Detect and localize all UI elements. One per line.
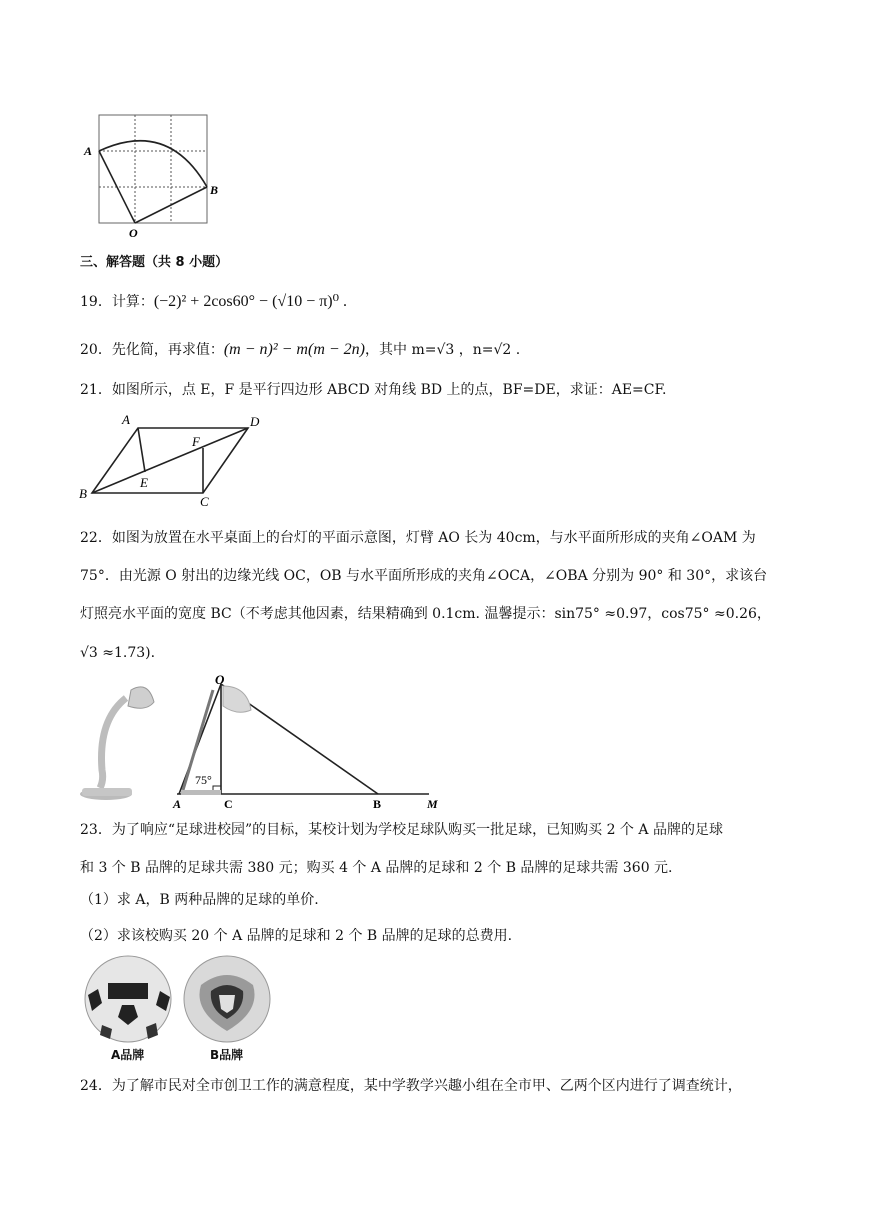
section-title: 三、解答题（共 8 小题） (80, 255, 229, 270)
question-24-line-1: 24．为了解市民对全市创卫工作的满意程度，某中学教学兴趣小组在全市甲、乙两个区内进行了调查统计， (80, 1078, 742, 1094)
soccer-ball-a-image (82, 955, 174, 1043)
soccer-ball-b-image (181, 955, 273, 1043)
angle-label: 75° (195, 773, 212, 787)
label-e: E (140, 475, 148, 490)
label-a: A (122, 412, 130, 427)
grid-figure (78, 105, 228, 240)
question-23-part-1: （1）求 A，B 两种品牌的足球的单价. (80, 892, 319, 908)
caption-b-brand: B品牌 (210, 1048, 244, 1062)
label-d: D (250, 414, 260, 429)
q20-expression: (m − n)² − m(m − 2n) (223, 341, 365, 358)
caption-a-brand: A品牌 (111, 1048, 145, 1062)
label-o: O (129, 226, 138, 240)
question-20 (80, 340, 520, 360)
label-f: F (192, 434, 200, 449)
lamp-diagram (165, 672, 455, 812)
lamp-photo (76, 680, 166, 805)
parallelogram-figure (78, 408, 268, 508)
label-c: C (200, 494, 209, 508)
q19-expression: (−2)² + 2cos60° − (√10 − π)⁰ . (153, 293, 348, 310)
label-c: C (224, 797, 233, 811)
label-a: A (173, 797, 182, 811)
question-21: 21．如图所示，点 E，F 是平行四边形 ABCD 对角线 BD 上的点，BF=DE，求证：AE=CF. (80, 382, 667, 398)
question-22-line-1: 22．如图为放置在水平桌面上的台灯的平面示意图，灯臂 AO 长为 40cm，与水平面所形成的夹角∠OAM 为 (80, 530, 756, 546)
label-b: B (373, 797, 382, 811)
q20-condition: ，其中 m=√3 ，n=√2 . (365, 342, 521, 358)
label-m: M (427, 797, 438, 811)
label-b: B (79, 486, 87, 501)
question-22-line-4: √3 ≈1.73). (80, 645, 156, 661)
q20-number: 20．先化简，再求值： (80, 342, 224, 358)
question-22-line-2: 75°．由光源 O 射出的边缘光线 OC，OB 与水平面所形成的夹角∠OCA，∠OBA 分别为 90° 和 30°，求该台 (80, 568, 768, 584)
question-19 (80, 292, 347, 312)
label-b: B (210, 183, 219, 197)
label-o: O (215, 672, 225, 687)
question-23-line-2: 和 3 个 B 品牌的足球共需 380 元；购买 4 个 A 品牌的足球和 2 个 B 品牌的足球共需 360 元. (80, 860, 673, 876)
q19-number: 19．计算： (80, 294, 154, 310)
question-22-line-3: 灯照亮水平面的宽度 BC（不考虑其他因素，结果精确到 0.1cm. 温馨提示：sin75° ≈0.97，cos75° ≈0.26， (80, 606, 771, 622)
label-a: A (84, 144, 93, 158)
question-23-part-2: （2）求该校购买 20 个 A 品牌的足球和 2 个 B 品牌的足球的总费用. (80, 928, 513, 944)
question-23-line-1: 23．为了响应“足球进校园”的目标，某校计划为学校足球队购买一批足球，已知购买 2 个 A 品牌的足球 (80, 822, 723, 838)
